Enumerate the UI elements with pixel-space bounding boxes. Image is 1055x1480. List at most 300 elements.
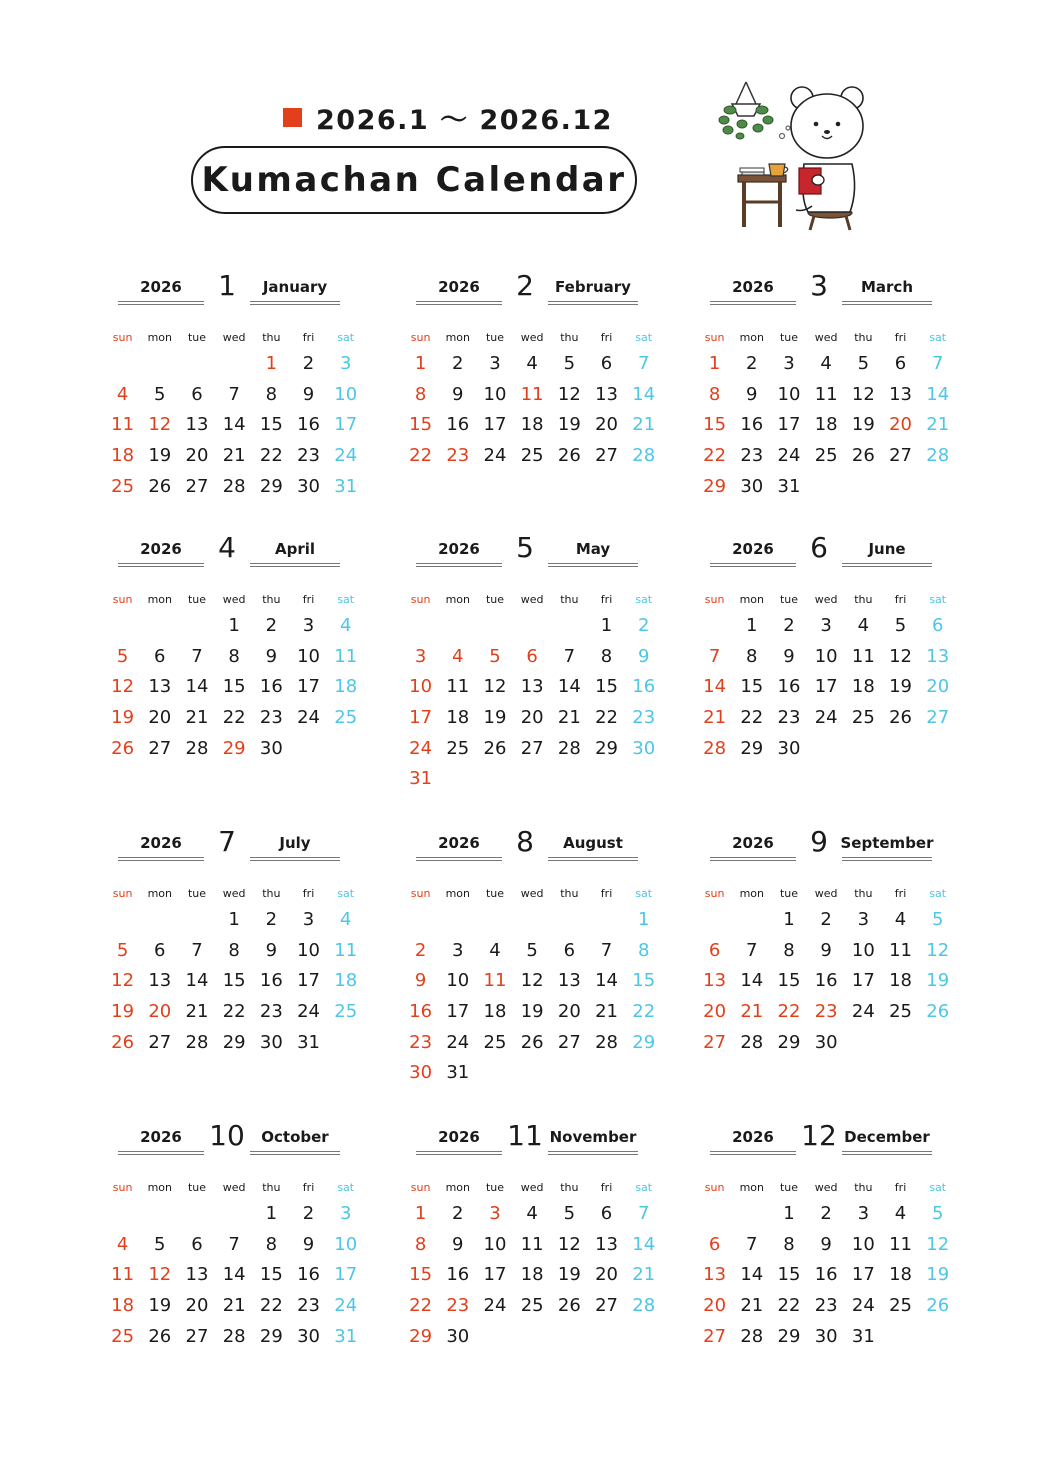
day-cell: 17 xyxy=(446,1001,470,1023)
day-cell: 4 xyxy=(894,1203,907,1224)
day-cell: 16 xyxy=(446,1264,470,1286)
day-cell: 13 xyxy=(703,970,727,992)
weekday-label: sun xyxy=(704,593,725,606)
title-pill xyxy=(191,146,637,214)
day-cell: 8 xyxy=(637,939,650,961)
day-cell: 2 xyxy=(302,353,315,374)
empty-cell xyxy=(696,611,733,642)
day-cell: 27 xyxy=(595,1295,618,1317)
weekday-label: tue xyxy=(779,593,798,606)
month-name: March xyxy=(842,278,932,314)
day-cell: 4 xyxy=(820,353,832,374)
day-cell: 13 xyxy=(148,970,172,992)
day-cell: 16 xyxy=(814,1264,838,1286)
day-cell: 26 xyxy=(148,1325,172,1347)
day-cell: 23 xyxy=(814,1295,838,1317)
day-cell: 2 xyxy=(820,909,832,930)
day-cell: 6 xyxy=(191,1233,203,1255)
day-cell: 7 xyxy=(637,1203,650,1224)
day-cell: 12 xyxy=(557,383,581,405)
weekday-label: wed xyxy=(520,1181,544,1194)
day-cell: 31 xyxy=(409,768,433,790)
day-cell: 16 xyxy=(777,676,801,698)
day-cell: 14 xyxy=(222,1264,246,1286)
day-cell: 30 xyxy=(446,1325,470,1347)
day-cell: 26 xyxy=(483,737,507,759)
day-cell: 7 xyxy=(191,939,203,961)
day-cell: 14 xyxy=(740,970,764,992)
weekday-label: sat xyxy=(929,887,947,900)
day-cell: 7 xyxy=(600,939,613,961)
day-cell: 28 xyxy=(222,475,246,497)
day-cell: 13 xyxy=(926,645,950,667)
day-cell: 24 xyxy=(297,707,320,729)
day-cell: 9 xyxy=(302,1233,315,1255)
day-cell: 13 xyxy=(889,383,912,405)
weekday-label: wed xyxy=(222,887,246,900)
month-header xyxy=(402,270,672,310)
day-grid xyxy=(402,1199,672,1352)
day-cell: 13 xyxy=(185,414,209,436)
weekday-label: tue xyxy=(779,331,798,344)
month-name: December xyxy=(842,1128,932,1164)
day-cell: 30 xyxy=(259,737,283,759)
day-cell: 21 xyxy=(740,1001,764,1023)
day-grid xyxy=(104,349,374,502)
empty-cell xyxy=(104,611,141,642)
day-cell: 17 xyxy=(851,1264,875,1286)
day-cell: 30 xyxy=(814,1031,838,1053)
day-cell: 17 xyxy=(334,414,358,436)
day-cell: 16 xyxy=(409,1001,433,1023)
weekday-label: thu xyxy=(854,593,873,606)
day-cell: 6 xyxy=(526,645,538,667)
empty-cell xyxy=(588,905,625,936)
day-cell: 12 xyxy=(520,970,544,992)
day-cell: 29 xyxy=(703,475,727,497)
empty-cell xyxy=(104,905,141,936)
month-september xyxy=(696,826,966,1086)
day-cell: 18 xyxy=(334,970,358,992)
red-square-icon xyxy=(283,108,302,127)
day-cell: 28 xyxy=(740,1031,764,1053)
day-cell: 23 xyxy=(446,445,470,467)
day-cell: 11 xyxy=(889,1233,912,1255)
day-cell: 15 xyxy=(222,970,246,992)
day-cell: 8 xyxy=(600,645,613,667)
day-cell: 25 xyxy=(889,1001,912,1023)
day-cell: 6 xyxy=(191,383,203,405)
day-cell: 4 xyxy=(489,939,501,961)
day-cell: 1 xyxy=(783,909,795,930)
month-header xyxy=(104,826,374,866)
empty-cell xyxy=(696,905,733,936)
month-name: October xyxy=(250,1128,340,1164)
day-cell: 8 xyxy=(414,383,427,405)
day-cell: 18 xyxy=(889,970,912,992)
weekday-label: wed xyxy=(222,1181,246,1194)
day-cell: 29 xyxy=(777,1031,801,1053)
weekday-label: sat xyxy=(337,887,355,900)
day-cell: 21 xyxy=(632,1264,656,1286)
weekday-label: wed xyxy=(814,887,838,900)
day-cell: 17 xyxy=(814,676,838,698)
day-cell: 9 xyxy=(637,645,650,667)
empty-cell xyxy=(178,349,215,380)
day-cell: 9 xyxy=(302,383,315,405)
day-cell: 1 xyxy=(265,353,278,374)
month-name: August xyxy=(548,834,638,870)
day-cell: 11 xyxy=(889,939,912,961)
day-cell: 12 xyxy=(483,676,507,698)
month-march xyxy=(696,270,966,530)
day-cell: 3 xyxy=(489,1203,501,1224)
weekday-label: sat xyxy=(635,331,653,344)
day-cell: 7 xyxy=(746,1233,758,1255)
empty-cell xyxy=(551,905,588,936)
day-cell: 18 xyxy=(520,414,544,436)
day-cell: 2 xyxy=(746,353,758,374)
weekday-label: mon xyxy=(147,887,172,900)
day-cell: 9 xyxy=(414,970,427,992)
weekday-label: sat xyxy=(635,887,653,900)
day-cell: 8 xyxy=(746,645,758,667)
month-january xyxy=(104,270,374,530)
month-year: 2026 xyxy=(416,540,502,576)
day-cell: 13 xyxy=(185,1264,209,1286)
day-cell: 7 xyxy=(191,645,203,667)
empty-cell xyxy=(733,905,770,936)
day-cell: 5 xyxy=(154,383,166,405)
day-cell: 17 xyxy=(297,676,320,698)
weekday-label: sat xyxy=(635,593,653,606)
day-cell: 26 xyxy=(926,1295,950,1317)
day-cell: 29 xyxy=(259,475,283,497)
day-cell: 27 xyxy=(595,445,618,467)
day-cell: 8 xyxy=(228,939,240,961)
day-cell: 19 xyxy=(851,414,875,436)
month-name: November xyxy=(548,1128,638,1164)
day-cell: 31 xyxy=(334,1325,358,1347)
day-cell: 27 xyxy=(889,445,912,467)
day-cell: 27 xyxy=(703,1031,727,1053)
day-cell: 22 xyxy=(259,445,283,467)
day-cell: 29 xyxy=(740,737,764,759)
weekday-header xyxy=(104,1181,374,1194)
day-cell: 12 xyxy=(111,970,135,992)
day-cell: 6 xyxy=(931,615,944,636)
empty-cell xyxy=(733,1199,770,1230)
day-cell: 7 xyxy=(228,1233,240,1255)
day-cell: 4 xyxy=(339,909,352,930)
weekday-label: fri xyxy=(600,887,613,900)
month-number: 3 xyxy=(810,269,828,302)
day-cell: 19 xyxy=(926,1264,950,1286)
day-cell: 23 xyxy=(297,445,320,467)
day-cell: 28 xyxy=(185,1031,209,1053)
day-cell: 9 xyxy=(452,383,464,405)
day-cell: 17 xyxy=(409,707,433,729)
empty-cell xyxy=(696,1199,733,1230)
month-year: 2026 xyxy=(118,540,204,576)
day-cell: 31 xyxy=(446,1062,470,1084)
day-cell: 15 xyxy=(777,1264,801,1286)
weekday-label: thu xyxy=(262,331,281,344)
day-cell: 1 xyxy=(414,353,427,374)
weekday-label: thu xyxy=(560,887,579,900)
day-cell: 7 xyxy=(931,353,944,374)
day-cell: 8 xyxy=(265,1233,278,1255)
day-cell: 20 xyxy=(595,1264,618,1286)
day-cell: 20 xyxy=(889,414,912,436)
month-year: 2026 xyxy=(118,278,204,314)
empty-cell xyxy=(439,905,476,936)
day-cell: 18 xyxy=(520,1264,544,1286)
day-cell: 10 xyxy=(851,939,875,961)
day-cell: 13 xyxy=(595,383,618,405)
day-cell: 25 xyxy=(851,707,875,729)
month-june xyxy=(696,532,966,792)
day-cell: 4 xyxy=(526,353,538,374)
day-grid xyxy=(696,1199,966,1352)
day-cell: 3 xyxy=(857,1203,870,1224)
day-cell: 21 xyxy=(740,1295,764,1317)
day-cell: 15 xyxy=(703,414,727,436)
day-cell: 18 xyxy=(889,1264,912,1286)
day-cell: 27 xyxy=(926,707,950,729)
weekday-label: fri xyxy=(600,593,613,606)
day-cell: 20 xyxy=(703,1001,727,1023)
day-cell: 30 xyxy=(297,1325,320,1347)
day-cell: 4 xyxy=(339,615,352,636)
weekday-label: fri xyxy=(894,1181,907,1194)
day-cell: 5 xyxy=(931,1203,944,1224)
day-cell: 5 xyxy=(489,645,501,667)
day-cell: 14 xyxy=(557,676,581,698)
day-cell: 12 xyxy=(851,383,875,405)
weekday-header xyxy=(104,331,374,344)
day-cell: 26 xyxy=(889,707,912,729)
day-cell: 15 xyxy=(222,676,246,698)
day-cell: 1 xyxy=(746,615,758,636)
day-cell: 10 xyxy=(483,1233,507,1255)
weekday-label: tue xyxy=(187,331,206,344)
weekday-label: tue xyxy=(779,887,798,900)
weekday-label: sun xyxy=(112,1181,133,1194)
day-cell: 9 xyxy=(746,383,758,405)
day-cell: 1 xyxy=(228,615,240,636)
month-number: 8 xyxy=(516,825,534,858)
month-number: 12 xyxy=(801,1119,837,1152)
day-cell: 16 xyxy=(446,414,470,436)
day-cell: 8 xyxy=(265,383,278,405)
day-cell: 20 xyxy=(703,1295,727,1317)
day-cell: 3 xyxy=(857,909,870,930)
day-cell: 8 xyxy=(414,1233,427,1255)
month-number: 11 xyxy=(507,1119,543,1152)
day-cell: 29 xyxy=(777,1325,801,1347)
day-cell: 15 xyxy=(409,414,433,436)
day-cell: 5 xyxy=(116,645,129,667)
day-cell: 11 xyxy=(111,1264,135,1286)
day-cell: 26 xyxy=(926,1001,950,1023)
empty-cell xyxy=(476,905,513,936)
day-grid xyxy=(696,611,966,764)
day-cell: 10 xyxy=(851,1233,875,1255)
day-cell: 12 xyxy=(926,939,950,961)
weekday-label: sun xyxy=(410,1181,431,1194)
weekday-label: wed xyxy=(814,593,838,606)
weekday-label: thu xyxy=(560,1181,579,1194)
day-cell: 5 xyxy=(563,1203,576,1224)
day-cell: 25 xyxy=(334,707,358,729)
day-cell: 3 xyxy=(414,645,427,667)
weekday-label: tue xyxy=(187,887,206,900)
month-header xyxy=(104,1120,374,1160)
empty-cell xyxy=(216,349,253,380)
month-header xyxy=(696,1120,966,1160)
day-cell: 14 xyxy=(703,676,727,698)
day-cell: 1 xyxy=(265,1203,278,1224)
day-cell: 10 xyxy=(814,645,838,667)
day-cell: 3 xyxy=(820,615,832,636)
weekday-label: wed xyxy=(814,1181,838,1194)
day-cell: 11 xyxy=(111,414,135,436)
day-cell: 3 xyxy=(302,615,315,636)
day-cell: 18 xyxy=(446,707,470,729)
day-cell: 24 xyxy=(483,445,507,467)
month-year: 2026 xyxy=(710,1128,796,1164)
day-cell: 15 xyxy=(409,1264,433,1286)
day-cell: 1 xyxy=(414,1203,427,1224)
day-cell: 9 xyxy=(820,1233,832,1255)
month-number: 1 xyxy=(218,269,236,302)
month-name: July xyxy=(250,834,340,870)
day-grid xyxy=(104,1199,374,1352)
empty-cell xyxy=(178,611,215,642)
day-cell: 4 xyxy=(116,1233,129,1255)
weekday-label: sun xyxy=(704,887,725,900)
day-grid xyxy=(104,611,374,764)
day-cell: 20 xyxy=(185,445,209,467)
weekday-label: thu xyxy=(854,887,873,900)
day-cell: 20 xyxy=(185,1295,209,1317)
day-cell: 17 xyxy=(334,1264,358,1286)
day-cell: 8 xyxy=(783,939,795,961)
day-cell: 8 xyxy=(783,1233,795,1255)
weekday-label: mon xyxy=(739,1181,764,1194)
day-cell: 26 xyxy=(557,445,581,467)
day-cell: 1 xyxy=(708,353,721,374)
weekday-label: thu xyxy=(854,1181,873,1194)
day-cell: 1 xyxy=(637,909,650,930)
day-cell: 22 xyxy=(777,1295,801,1317)
day-cell: 6 xyxy=(708,939,721,961)
day-cell: 5 xyxy=(894,615,907,636)
day-cell: 19 xyxy=(557,1264,581,1286)
weekday-header xyxy=(696,887,966,900)
day-cell: 12 xyxy=(148,1264,172,1286)
day-cell: 9 xyxy=(452,1233,464,1255)
weekday-label: sun xyxy=(112,331,133,344)
day-cell: 30 xyxy=(409,1062,433,1084)
day-cell: 15 xyxy=(740,676,764,698)
month-number: 5 xyxy=(516,531,534,564)
day-cell: 6 xyxy=(708,1233,721,1255)
day-cell: 15 xyxy=(259,414,283,436)
day-cell: 26 xyxy=(851,445,875,467)
weekday-label: wed xyxy=(520,593,544,606)
day-cell: 16 xyxy=(259,970,283,992)
month-year: 2026 xyxy=(710,540,796,576)
day-cell: 7 xyxy=(708,645,721,667)
day-cell: 28 xyxy=(222,1325,246,1347)
day-cell: 26 xyxy=(520,1031,544,1053)
day-cell: 30 xyxy=(259,1031,283,1053)
day-cell: 4 xyxy=(116,383,129,405)
day-cell: 28 xyxy=(557,737,581,759)
month-april xyxy=(104,532,374,792)
day-cell: 11 xyxy=(520,1233,544,1255)
day-grid xyxy=(104,905,374,1058)
day-cell: 2 xyxy=(265,909,278,930)
day-cell: 28 xyxy=(595,1031,618,1053)
weekday-label: wed xyxy=(520,331,544,344)
weekday-header xyxy=(104,593,374,606)
day-cell: 10 xyxy=(446,970,470,992)
weekday-label: sun xyxy=(410,331,431,344)
weekday-header xyxy=(696,331,966,344)
day-cell: 16 xyxy=(814,970,838,992)
day-cell: 14 xyxy=(595,970,618,992)
day-cell: 2 xyxy=(637,615,650,636)
day-cell: 7 xyxy=(563,645,576,667)
day-cell: 21 xyxy=(222,445,246,467)
weekday-label: mon xyxy=(445,887,470,900)
day-cell: 9 xyxy=(265,939,278,961)
month-header xyxy=(696,270,966,310)
day-cell: 22 xyxy=(222,707,246,729)
day-cell: 23 xyxy=(409,1031,433,1053)
day-cell: 18 xyxy=(851,676,875,698)
month-december xyxy=(696,1120,966,1380)
day-cell: 23 xyxy=(632,707,656,729)
weekday-label: mon xyxy=(445,331,470,344)
day-cell: 15 xyxy=(259,1264,283,1286)
day-cell: 16 xyxy=(259,676,283,698)
day-cell: 12 xyxy=(889,645,912,667)
day-grid xyxy=(402,611,672,795)
weekday-label: wed xyxy=(222,593,246,606)
day-cell: 30 xyxy=(632,737,656,759)
day-cell: 23 xyxy=(297,1295,320,1317)
day-cell: 22 xyxy=(259,1295,283,1317)
weekday-label: tue xyxy=(485,331,504,344)
day-cell: 2 xyxy=(820,1203,832,1224)
day-cell: 17 xyxy=(483,414,507,436)
day-cell: 18 xyxy=(111,445,135,467)
day-cell: 3 xyxy=(339,353,352,374)
day-cell: 26 xyxy=(111,737,135,759)
month-number: 2 xyxy=(516,269,534,302)
day-cell: 20 xyxy=(148,1001,172,1023)
weekday-label: fri xyxy=(302,593,315,606)
day-cell: 10 xyxy=(777,383,801,405)
day-cell: 24 xyxy=(409,737,433,759)
day-cell: 21 xyxy=(222,1295,246,1317)
day-cell: 7 xyxy=(746,939,758,961)
day-cell: 27 xyxy=(703,1325,727,1347)
